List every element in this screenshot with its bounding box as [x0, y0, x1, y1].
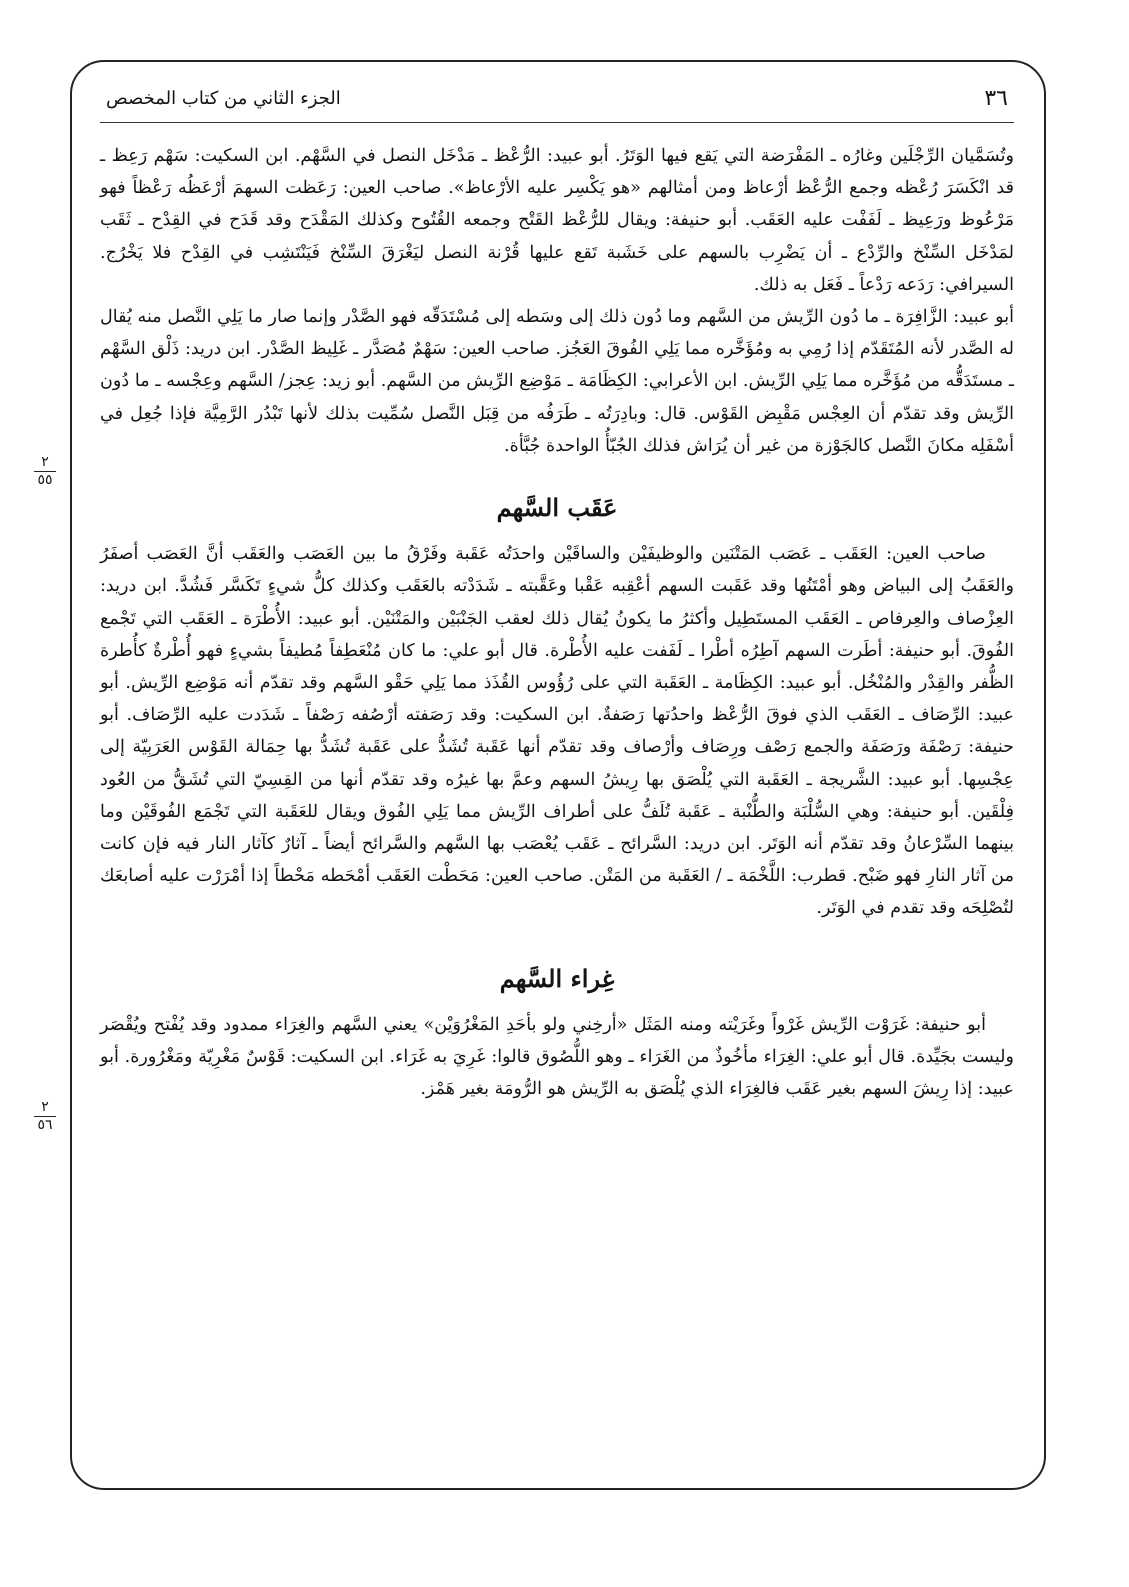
section-gap — [100, 524, 1014, 538]
page-header — [100, 82, 1014, 123]
margin-marker-page: ٥٦ — [37, 1117, 53, 1133]
margin-marker-volume: ٢ — [41, 454, 49, 470]
running-title: الجزء الثاني من كتاب المخصص — [106, 88, 341, 109]
section-gap — [100, 925, 1014, 963]
body-paragraph: أبو عبيد: الزَّافِرَة ـ ما دُون الرِّيش من السَّهم وما دُون ذلك إلى وسَطه إلى مُسْتَدَقّه فهو الصَّدْر وإنما صار ما يَلِي النَّصل منه يُقال له الصَّدر لأنه المُتَقَدّم إذا رُمِي به ومُؤَخَّره مما يَلِي الفُوقَ العَجُز. صاحب العين: سَهْمٌ مُصَدَّر ـ غَلِيظ الصَّدْر. ابن دريد: ذَلْق السَّهْم ـ مستَدَقُّه من مُؤَخَّره مما يَلِي الرِّيش. ابن الأعرابي: الكِظَامَة ـ مَوْضِع الرِّيش من السَّهم. أبو زيد: عِجز/ السَّهم وعِجْسه ـ ما دُون الرِّيش وقد تقدّم أن العِجْس مَقْبِض القَوْس. قال: وبادِرَتُه ـ طَرَفُه من قِبَل النَّصل سُمِّيت بذلك لأنها تَبْدُر الرَّمِيَّة فإذا جُعِل في أسْفَلِه مكانَ النَّصل كالجَوْزة من غير أن يُرَاش فذلك الجُبّأُ الواحدة جُبَّأة. — [100, 307, 1014, 456]
margin-page-marker — [30, 1100, 60, 1133]
section-heading: غِراء السَّهم — [499, 963, 615, 993]
margin-marker-page: ٥٥ — [37, 472, 53, 488]
margin-marker-volume: ٢ — [41, 1099, 49, 1115]
body-paragraph: أبو حنيفة: غَرَوْت الرِّيش غَرْواً وغَرَيْته ومنه المَثَل «أرخِني ولو بأحَدِ المَغْرُوَيْن» يعني السَّهم والغِرَاء ممدود وقد يُفْتح ويُقْصَر وليست بجَيِّدة. قال أبو علي: الغِرَاء مأخُوذٌ من الغَرَاء ـ وهو اللُّصُوق قالوا: غَرِيَ به غَرَاء. ابن السكيت: قَوْسٌ مَغْرِيّة ومَغْرُورة. أبو عبيد: إذا رِيشَ السهم بغير عَقَب فالغِرَاء الذي يُلْصَق به الرِّيش هو الرُّومَة بغير هَمْز. — [100, 1014, 1014, 1100]
page-number: ٣٦ — [984, 86, 1008, 111]
section-gap — [100, 462, 1014, 492]
section-heading: عَقَب السَّهم — [496, 493, 618, 523]
margin-page-marker — [30, 455, 60, 488]
body-paragraph: وتُسَمَّيان الرِّجْلَين وغارُه ـ المَفْرَضة التي يَقع فيها الوَتَرُ. أبو عبيد: الرُّعْظ ـ مَدْخَل النصل في السَّهْم. ابن السكيت: سَهْم رَعِظ ـ قد انْكَسَرَ رُعْظه وجمع الرُّعْظ أرْعاظ ومن أمثالهم «هو يَكْسِر عليه الأرْعاظ». صاحب العين: رَعَظت السهمَ أرْعَظُه رَعْظاً فهو مَرْعُوظ ورَعِيظ ـ لَفَفْت عليه العَقَب. أبو حنيفة: ويقال للرُّعْظ القَتْح وجمعه القُتُوح وكذلك المَقْدَح وقد قَدَح في القِدْح ـ ثَقَب لمَدْخَل السِّنْخ والرِّدْع ـ أن يَضْرِب بالسهم على خَشَبة تَقع عليها قُرْنة النصل ليَغْرَقَ السِّنْخ فَيَنْتَشِب في القِدْح فلا يَخْرُج. السيرافي: رَدَعه رَدْعاً ـ فَعَل به ذلك. — [100, 146, 1014, 295]
page-body — [100, 140, 1014, 1105]
section-gap — [100, 995, 1014, 1009]
body-paragraph: صاحب العين: العَقَب ـ عَصَب المَتْنَين والوظيفَيْن والساقَيْن واحدَتُه عَقَبة وفَرْقُ ما بين العَصَب والعَقَب أنَّ العَصَب أصفَرُ والعَقَبُ إلى البياض وهو أمْتَنُها وقد عَقَبت السهم أعْقِبه عَقْبا وعَقَّبته ـ شَدَدْته بالعَقَب وكذلك كلُّ شيءٍ تَكَسَّر فَشُدَّ. ابن دريد: العِزْصاف والعِرفاص ـ العَقَب المستَطِيل وأكثرُ ما يكونُ يُقال ذلك لعقب الجَنْبَيْن والمَتْنَيْن. أبو عبيد: الأُطْرَة ـ العَقَب التي تَجْمع الفُوقَ. أبو حنيفة: أطَرت السهم آطِرُه أطْرا ـ لَفَفت عليه الأُطْرة. قال أبو علي: ما كان مُنْعَطِفاً مُطيفاً بشيءٍ فهو أُطْرةٌ كأُطرة الظُّفر والقِدْر والمُنْخُل. أبو عبيد: الكِظَامة ـ العَقَبة التي على رُؤُوس القُذَذ مما يَلِي حَقْو السَّهم وقد تقدّم أنه مَوْضِع الرِّيش. أبو عبيد: الرِّصَاف ـ العَقَب الذي فوقَ الرُّعْظ واحدُتها رَصَفةٌ. ابن السكيت: وقد رَصَفته أرْصُفه رَصْفاً ـ شَدَدت عليه الرِّصَاف. أبو حنيفة: رَصْفَة ورَصَفَة والجمع رَصْف ورِصَاف وأرْصاف وقد تقدّم أنها عَقَبة تُشَدُّ على عَقَبة تُشَدُّ بها حِمَالة القَوْس العَرَبِيّة إلى عِجْسِها. أبو عبيد: الشَّريجة ـ العَقَبة التي يُلْصَق بها رِيشُ السهم وعمَّ بها غيرُه وقد تقدّم أنها من القِسِيّ التي تُشَقُّ من العُود فِلْقَين. أبو حنيفة: وهي السُّلْبَة والطُّنْبة ـ عَقَبة تُلَفُّ على أطراف الرِّيش مما يَلِي الفُوق ويقال للعَقَبة التي تَجْمَع الفُوقَيْن وما بينهما السِّرْعانُ وقد تقدّم أنه الوَتَر. ابن دريد: السَّرائح ـ عَقَب يُعْصَب بها السَّهم والسَّرائح أيضاً ـ آثارٌ كآثار النار فيه فإن كانت من آثار النارِ فهو ضَبْح. قطرب: اللَّخْمَة ـ / العَقَبة من المَتْن. صاحب العين: مَحَطْت العَقَب أمْحَطه مَحْطاً إذا أمْرَرْت عليه أصابعَك لتُصْلِحَه وقد تقدم في الوَتَر. — [100, 544, 1014, 919]
